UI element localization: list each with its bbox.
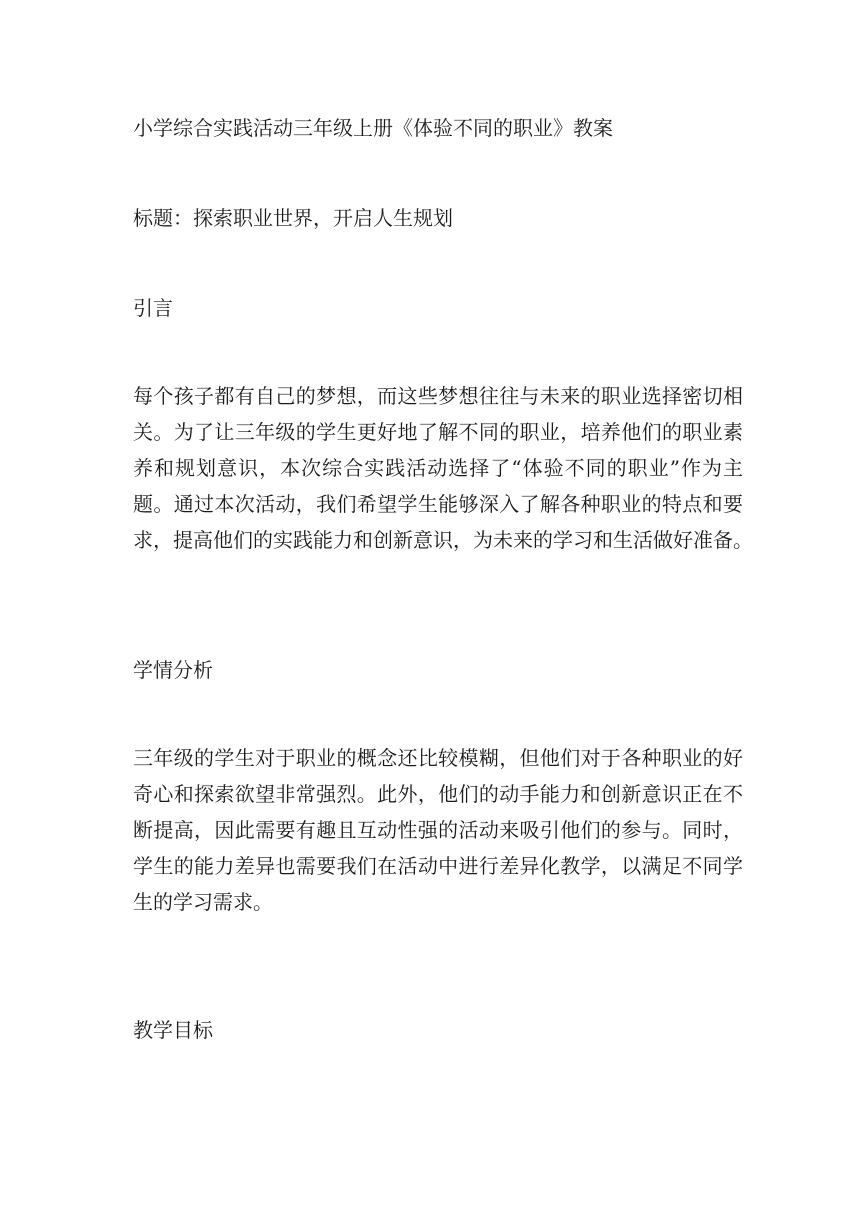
section-body-intro (133, 378, 753, 558)
paragraph-line: 三年级的学生对于职业的概念还比较模糊，但他们对于各种职业的好 (133, 746, 743, 770)
paragraph-line: 关。为了让三年级的学生更好地了解不同的职业，培养他们的职业素 (133, 420, 743, 444)
paragraph-line: 求，提高他们的实践能力和创新意识，为未来的学习和生活做好准备。 (133, 528, 753, 552)
paragraph-line: 生的学习需求。 (133, 890, 273, 914)
section-heading-intro: 引言 (133, 296, 173, 320)
section-body-analysis (133, 740, 743, 920)
document-subtitle: 标题：探索职业世界，开启人生规划 (133, 206, 453, 230)
paragraph-line: 奇心和探索欲望非常强烈。此外，他们的动手能力和创新意识正在不 (133, 782, 743, 806)
paragraph-line: 每个孩子都有自己的梦想，而这些梦想往往与未来的职业选择密切相 (133, 384, 743, 408)
paragraph-line: 学生的能力差异也需要我们在活动中进行差异化教学，以满足不同学 (133, 854, 743, 878)
paragraph-line: 题。通过本次活动，我们希望学生能够深入了解各种职业的特点和要 (133, 492, 743, 516)
section-heading-goals: 教学目标 (133, 1018, 213, 1042)
paragraph-line: 断提高，因此需要有趣且互动性强的活动来吸引他们的参与。同时， (133, 818, 743, 842)
paragraph-line: 养和规划意识，本次综合实践活动选择了“体验不同的职业”作为主 (133, 456, 743, 480)
document-title: 小学综合实践活动三年级上册《体验不同的职业》教案 (133, 116, 613, 140)
section-heading-analysis: 学情分析 (133, 658, 213, 682)
